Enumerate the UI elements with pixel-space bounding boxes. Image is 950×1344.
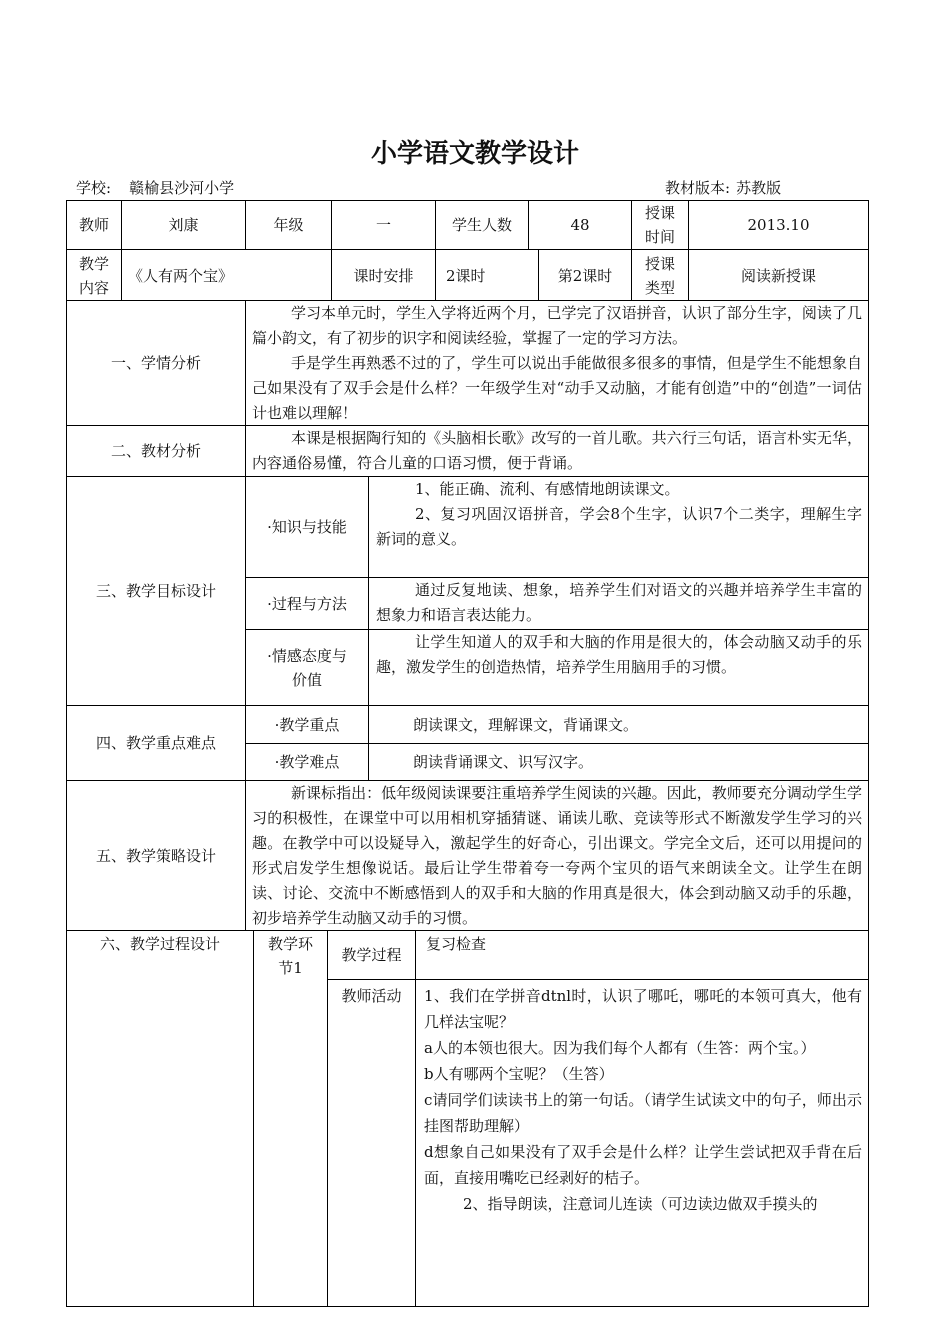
section-2-content [252, 426, 862, 476]
section-2-paragraph: 本课是根据陶行知的《头脑相长歌》改写的一首儿歌。共六行三句话，语言朴实无华，内容通俗易懂，符合儿童的口语习惯，便于背诵。 [252, 429, 862, 472]
key-point-value: 朗读课文，理解课文，背诵课文。 [413, 715, 639, 734]
process-value: 复习检查 [426, 935, 487, 953]
emotion-content [376, 630, 862, 680]
process-label: 教学过程 [341, 946, 402, 964]
time-value: 2013.10 [747, 216, 810, 234]
school-label: 学校: [76, 179, 112, 197]
time-label: 授课 时间 [644, 204, 675, 246]
school-name: 赣榆县沙河小学 [129, 179, 235, 197]
emotion-label: ·情感态度与 价值 [267, 646, 347, 689]
edition-info [665, 177, 799, 198]
difficult-point-label: ·教学难点 [274, 753, 340, 771]
hours-value: 2课时 [446, 266, 486, 285]
section-6-label: 六、教学过程设计 [99, 935, 220, 953]
difficult-point-value: 朗读背诵课文、识写汉字。 [413, 753, 594, 771]
content-value: 《人有两个宝》 [128, 266, 234, 285]
students-value: 48 [570, 216, 590, 234]
activity-label: 教师活动 [341, 987, 402, 1005]
section-3-label: 三、教学目标设计 [95, 582, 216, 600]
activity-line: c请同学们读读书上的第一句话。（请学生试读文中的句子，师出示挂图帮助理解） [424, 1091, 862, 1135]
activity-line: d想象自己如果没有了双手会是什么样？让学生尝试把双手背在后面，直接用嘴吃已经剥好的桔子。 [424, 1143, 862, 1187]
activity-line: a人的本领也很大。因为我们每个人都有（生答：两个宝。） [424, 1039, 816, 1057]
process-method-paragraph: 通过反复地读、想象，培养学生们对语文的兴趣并培养学生丰富的想象力和语言表达能力。 [376, 581, 862, 624]
type-label: 授课 类型 [644, 254, 675, 297]
schedule-label: 课时安排 [353, 266, 414, 285]
segment-label: 教学环 节1 [267, 935, 313, 977]
knowledge-content [376, 477, 862, 552]
content-label: 教学 内容 [78, 254, 109, 297]
process-method-label: ·过程与方法 [267, 594, 347, 613]
type-value: 阅读新授课 [740, 266, 816, 285]
section-5-label: 五、教学策略设计 [95, 846, 216, 865]
edition-label: 教材版本: [665, 179, 731, 197]
edition-name: 苏教版 [736, 179, 782, 197]
section-2-label: 二、教材分析 [110, 442, 201, 460]
grade-value: 一 [375, 216, 391, 234]
key-point-label: ·教学重点 [274, 715, 340, 734]
teacher-label: 教师 [78, 216, 109, 234]
teacher-name: 刘康 [168, 216, 199, 234]
section-5-paragraph: 新课标指出：低年级阅读课要注重培养学生阅读的兴趣。因此，教师要充分调动学生学习的积极性，在课堂中可以用相机穿插猜谜、诵读儿歌、竞读等形式不断激发学生学习的兴趣。在教学中可以设疑导入，激起学生的好奇心，引出课文。学完全文后，还可以用提问的形式启发学生想像说话。最后让学生带着夸一夸两个宝贝的语气来朗读全文。让学生在朗读、讨论、交流中不断感悟到人的双手和大脑的作用真是很大，体会到动脑又动手的乐趣，初步培养学生动脑又动手的习惯。 [252, 784, 862, 927]
knowledge-paragraph: 2、复习巩固汉语拼音，学会8个生字，认识7个二类字，理解生字新词的意义。 [376, 505, 862, 548]
knowledge-label: ·知识与技能 [267, 518, 347, 536]
activity-line: 2、指导朗读，注意词儿连读（可边读边做双手摸头的 [463, 1195, 818, 1213]
lesson-value: 第2课时 [557, 266, 613, 285]
students-label: 学生人数 [451, 216, 512, 234]
school-info [76, 177, 252, 198]
activity-line: 1、我们在学拼音dtnl时，认识了哪吒，哪吒的本领可真大，他有几样法宝呢？ [424, 987, 862, 1031]
emotion-paragraph: 让学生知道人的双手和大脑的作用是很大的，体会动脑又动手的乐趣，激发学生的创造热情，培养学生用脑用手的习惯。 [376, 633, 862, 676]
document-title: 小学语文教学设计 [370, 139, 579, 169]
section-1-label: 一、学情分析 [110, 354, 201, 372]
teacher-activity-content [424, 983, 862, 1217]
section-4-label: 四、教学重点难点 [95, 734, 216, 752]
activity-line: b人有哪两个宝呢？（生答） [424, 1065, 614, 1083]
section-5-content [252, 781, 862, 931]
section-1-paragraph: 学习本单元时，学生入学将近两个月，已学完了汉语拼音，认识了部分生字，阅读了几篇小韵文，有了初步的识字和阅读经验，掌握了一定的学习方法。 [252, 304, 862, 347]
process-method-content [376, 578, 862, 628]
section-1-content [252, 301, 862, 426]
knowledge-paragraph: 1、能正确、流利、有感情地朗读课文。 [415, 480, 680, 498]
grade-label: 年级 [273, 216, 304, 234]
section-1-paragraph: 手是学生再熟悉不过的了，学生可以说出手能做很多很多的事情，但是学生不能想象自己如果没有了双手会是什么样？一年级学生对“动手又动脑，才能有创造”中的“创造”一词估计也难以理解！ [252, 354, 862, 422]
